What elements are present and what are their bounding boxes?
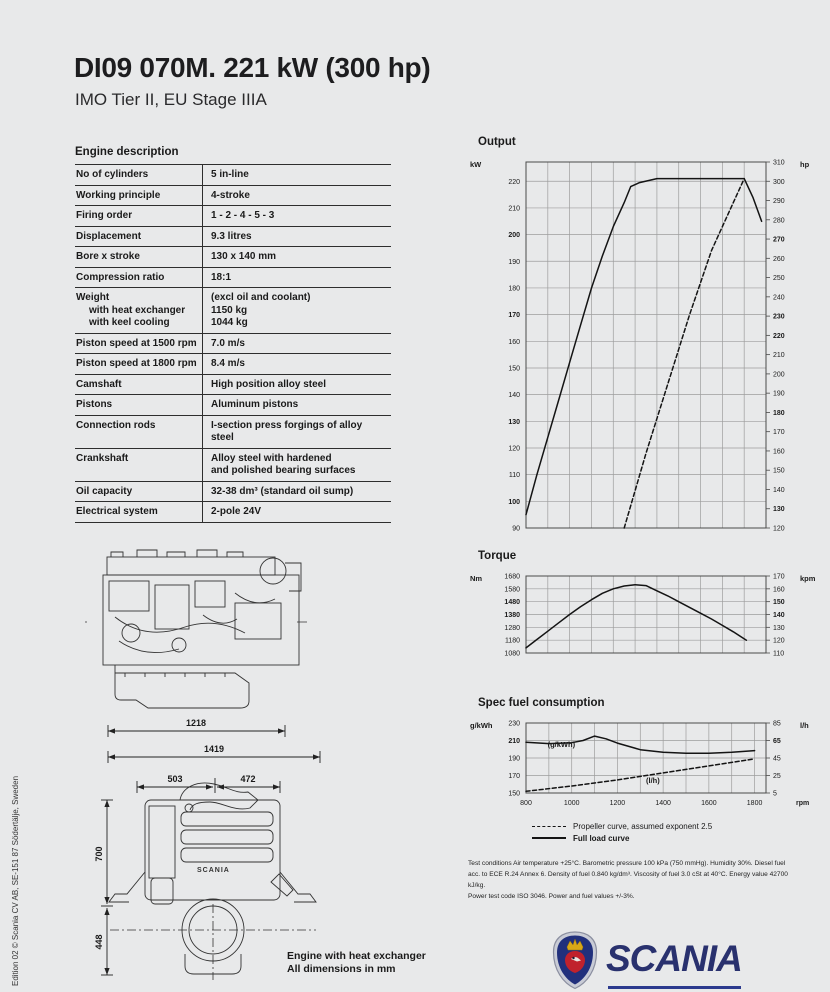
svg-text:1080: 1080: [504, 650, 520, 658]
table-row-value: 130 x 140 mm: [202, 247, 391, 267]
svg-text:25: 25: [773, 773, 781, 780]
svg-text:100: 100: [508, 498, 520, 506]
table-row: [75, 416, 391, 449]
svg-text:90: 90: [512, 525, 520, 533]
svg-text:260: 260: [773, 255, 785, 263]
svg-text:110: 110: [773, 650, 785, 658]
svg-text:130: 130: [773, 624, 785, 632]
engine-front-view-drawing: [85, 772, 320, 987]
table-row: [75, 268, 391, 289]
chart-legend: [532, 820, 712, 844]
svg-text:160: 160: [508, 338, 520, 346]
table-row-label: Bore x stroke: [76, 251, 140, 262]
scania-wordmark: SCANIA: [606, 938, 742, 979]
torque-chart-title: Torque: [478, 550, 517, 562]
dim-1218: 1218: [185, 718, 207, 728]
table-row-value: 4-stroke: [202, 186, 391, 206]
svg-text:1200: 1200: [609, 800, 626, 807]
engine-description-heading: Engine description: [75, 146, 179, 158]
table-row: [75, 288, 391, 334]
table-row-label: Pistons: [76, 399, 113, 410]
table-row: [75, 375, 391, 396]
svg-text:280: 280: [773, 217, 785, 225]
page-subtitle: IMO Tier II, EU Stage IIIA: [75, 90, 267, 109]
table-row-label: Compression ratio: [76, 271, 165, 283]
dim-1419: 1419: [203, 744, 225, 754]
edition-note: Edition 02 © Scania CV AB, SE-151 87 Södertälje, Sweden: [11, 775, 20, 986]
test-conditions-line3: Power test code ISO 3046. Power and fuel values +/-3%.: [468, 893, 635, 900]
table-row-label: Firing order: [76, 210, 133, 221]
svg-text:310: 310: [773, 159, 785, 167]
table-row-label: Oil capacity: [76, 485, 133, 497]
svg-text:120: 120: [773, 637, 785, 645]
svg-text:150: 150: [773, 467, 785, 475]
solid-line-sample: [532, 837, 566, 839]
svg-text:210: 210: [773, 352, 785, 360]
svg-text:170: 170: [508, 312, 520, 320]
wordmark-underline: [608, 986, 741, 989]
caption-line2: All dimensions in mm: [287, 963, 396, 975]
svg-text:190: 190: [508, 258, 520, 266]
svg-text:230: 230: [508, 720, 520, 728]
svg-text:hp: hp: [800, 160, 810, 169]
svg-text:1400: 1400: [655, 800, 671, 807]
legend-full-load-label: Full load curve: [573, 833, 630, 843]
table-row-label: Camshaft: [76, 378, 122, 390]
svg-text:140: 140: [773, 486, 785, 494]
engine-side-view-drawing: [85, 545, 335, 770]
torque-chart: [466, 550, 828, 667]
svg-text:1800: 1800: [746, 800, 763, 807]
table-row-label: Electrical system: [76, 506, 158, 517]
table-row-label: Crankshaft: [76, 452, 129, 464]
svg-text:210: 210: [508, 205, 520, 213]
chart-canvas: [466, 709, 828, 821]
table-row: [75, 186, 391, 207]
chart-canvas: [466, 562, 828, 662]
svg-text:45: 45: [773, 755, 781, 763]
svg-text:kpm: kpm: [800, 574, 816, 583]
propeller-curve-line: [624, 179, 744, 528]
table-row-label: Displacement: [76, 230, 142, 242]
svg-text:140: 140: [508, 392, 520, 400]
table-row: [75, 482, 391, 503]
svg-text:220: 220: [508, 178, 520, 186]
svg-text:300: 300: [773, 178, 785, 186]
table-row-value: I-section press forgings of alloy steel: [202, 416, 391, 448]
svg-text:140: 140: [773, 612, 785, 619]
table-row-value: 9.3 litres: [202, 227, 391, 247]
svg-text:180: 180: [508, 285, 520, 293]
svg-text:250: 250: [773, 275, 785, 283]
page-title: DI09 070M. 221 kW (300 hp): [74, 52, 431, 83]
test-conditions-line2: acc. to ECE R.24 Annex 6. Density of fuel 0.840 kg/dm³. Viscosity of fuel 3.0 cSt at 40°C. Energy value 42700 kJ/kg.: [468, 871, 788, 889]
svg-text:290: 290: [773, 198, 785, 206]
legend-propeller-label: Propeller curve, assumed exponent 2.5: [573, 821, 713, 831]
full-load-curve-line: [526, 179, 762, 515]
svg-text:1600: 1600: [701, 800, 717, 807]
svg-text:130: 130: [773, 506, 785, 514]
table-row-value: Alloy steel with hardened and polished bearing surfaces: [202, 449, 391, 481]
svg-text:150: 150: [773, 599, 785, 607]
svg-text:1280: 1280: [504, 624, 520, 632]
full-load-curve-line: [526, 585, 746, 648]
scania-shield-logo: [550, 930, 600, 990]
table-row: [75, 206, 391, 227]
svg-text:1580: 1580: [504, 586, 520, 594]
svg-text:170: 170: [508, 773, 520, 780]
table-row-label: No of cylinders: [76, 169, 149, 180]
svg-text:210: 210: [508, 738, 520, 745]
svg-text:270: 270: [773, 236, 785, 244]
spec-fuel-chart: [466, 697, 828, 826]
table-row: [75, 165, 391, 186]
table-row-value: 7.0 m/s: [202, 334, 391, 354]
table-row: [75, 502, 391, 523]
table-row: [75, 227, 391, 248]
table-row: [75, 395, 391, 416]
svg-text:170: 170: [773, 573, 785, 581]
svg-text:200: 200: [508, 232, 520, 240]
svg-text:160: 160: [773, 448, 785, 456]
output-chart: [466, 136, 828, 555]
engine-description-table: [75, 164, 391, 523]
output-chart-title: Output: [478, 136, 516, 148]
svg-text:1000: 1000: [563, 800, 580, 807]
table-row-value: 2-pole 24V: [202, 502, 391, 522]
svg-text:85: 85: [773, 720, 781, 728]
table-row: [75, 354, 391, 375]
svg-text:1680: 1680: [504, 573, 520, 581]
drawing-caption: [287, 950, 426, 976]
legend-full-load-curve: [532, 832, 712, 844]
table-row-label: Piston speed at 1500 rpm: [76, 337, 197, 349]
table-row-value: 8.4 m/s: [202, 354, 391, 374]
svg-text:150: 150: [508, 365, 520, 373]
svg-text:190: 190: [508, 755, 520, 763]
svg-text:5: 5: [773, 790, 777, 798]
spec-fuel-chart-title: Spec fuel consumption: [478, 697, 605, 709]
svg-text:150: 150: [508, 790, 520, 798]
table-row-label: Piston speed at 1800 rpm: [76, 358, 197, 369]
dashed-line-sample: [532, 826, 566, 827]
chart-canvas: [466, 148, 828, 550]
svg-text:230: 230: [773, 313, 785, 321]
svg-text:Nm: Nm: [470, 574, 483, 583]
svg-text:160: 160: [773, 586, 785, 594]
svg-text:240: 240: [773, 294, 785, 302]
table-row-label: Working principle: [76, 189, 161, 201]
dim-503: 503: [167, 774, 183, 784]
svg-text:800: 800: [520, 800, 532, 807]
svg-text:65: 65: [773, 738, 781, 745]
table-row: [75, 247, 391, 268]
dim-472: 472: [240, 774, 256, 784]
svg-text:1380: 1380: [504, 612, 520, 619]
test-conditions: [468, 858, 804, 902]
svg-text:200: 200: [773, 371, 785, 379]
svg-text:1480: 1480: [504, 599, 520, 607]
test-conditions-line1: Test conditions Air temperature +25°C. Barometric pressure 100 kPa (750 mmHg). Humidity 30%. Diesel fuel: [468, 860, 786, 867]
svg-text:l/h: l/h: [800, 721, 809, 730]
svg-text:kW: kW: [470, 160, 482, 169]
front-view-brand-label: SCANIA: [197, 867, 230, 874]
dim-448: 448: [94, 934, 104, 950]
svg-text:(g/kWh): (g/kWh): [547, 739, 576, 749]
table-row-label: Connection rods: [76, 419, 156, 431]
table-row: [75, 449, 391, 482]
svg-text:120: 120: [508, 445, 520, 453]
svg-text:120: 120: [773, 525, 785, 533]
table-row-value: 32-38 dm³ (standard oil sump): [202, 482, 391, 502]
table-row-value: (excl oil and coolant) 1150 kg 1044 kg: [202, 288, 391, 333]
table-row-value: 18:1: [202, 268, 391, 288]
svg-text:130: 130: [508, 418, 520, 426]
table-row: [75, 334, 391, 355]
svg-text:110: 110: [508, 472, 520, 480]
svg-text:(l/h): (l/h): [646, 776, 660, 786]
svg-text:190: 190: [773, 390, 785, 398]
table-row-label: Weight with heat exchanger with keel cooling: [76, 292, 186, 328]
table-row-value: 1 - 2 - 4 - 5 - 3: [202, 206, 391, 226]
svg-text:220: 220: [773, 332, 785, 340]
table-row-value: 5 in-line: [202, 165, 391, 185]
table-row-value: Aluminum pistons: [202, 395, 391, 415]
dim-700: 700: [94, 846, 104, 862]
svg-text:g/kWh: g/kWh: [470, 721, 493, 730]
svg-text:rpm: rpm: [796, 800, 810, 807]
table-row-value: High position alloy steel: [202, 375, 391, 395]
caption-line1: Engine with heat exchanger: [287, 950, 426, 962]
svg-text:170: 170: [773, 429, 785, 437]
svg-text:180: 180: [773, 409, 785, 417]
legend-propeller-curve: [532, 820, 712, 832]
svg-text:1180: 1180: [504, 637, 520, 645]
